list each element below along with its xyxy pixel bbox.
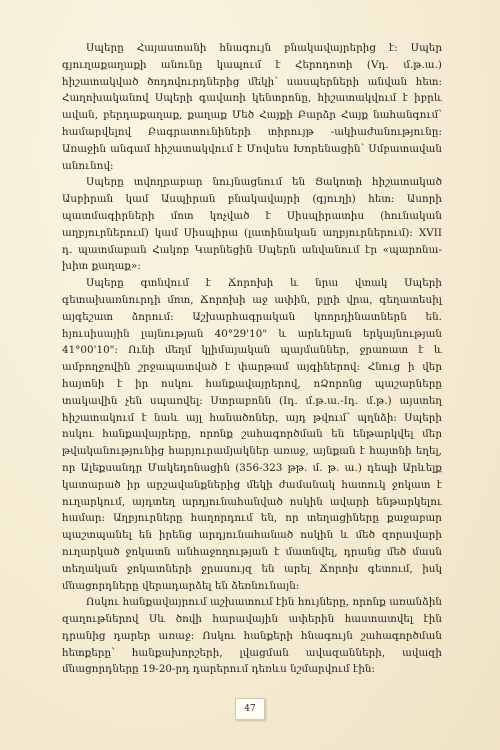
- paragraph-2: Սպերը տվողրաբար նույնացնում են Ցակոտի հիշատակած Ասբիրան կամ Ասպիրան բնակավայրի (գյուղի) հետ: Ասորի պատմագիրների մոտ կոչված է Սիսպիրատիս (հունական աղբյուրներում) կամ Սիսպիրա (լատինական աղբյուրներում): XVII դ. պատմաբան Հակոբ Կարնեցին Սպերն անվանում էր «պարոնա-խիտ քաղաք»:: [62, 176, 442, 273]
- body-text: [62, 40, 442, 678]
- paragraph-4: Ոսկու հանքավայրում աշխատում էին հույները, որոնք առանձին զաղութներով Սև ծովի հարավային ափերին հաստատվել էին դրանից դարեր առաջ: Ոսկու հանքերի հնագույն շահագործման հետքերը՝ հանքախորշերի, լվացման ավազանների, ավազի մնացորդները 19-20-րդ դարերում դեռևս նշմարվում էին:: [62, 596, 442, 676]
- page-number: 47: [235, 698, 265, 720]
- paragraph-1: Սպերը Հայաստանի հնագույն բնակավայրերից է: Սպեր գյուղաքաղաքի անունը կապում է Հերոդոտի (Vդ. մ.թ.ա.) հիշատակված ծոդովուրդներից մեկի՝ սասպերների անվան հետ: Հաղոխականով Սպերի գավառի կենտրոնը, հիշատակվում է իբրև ավան, բերդաքաղաք, քաղաք Մեծ Հայքի Բարձր Հայք նահանգում՝ համարվելով Բագրատունիների տիրույթ -ակիաժանությունը: Առաջին անգամ հիշատակվում է Մովսես Խորենացին՝ Սմբատավան անունով:: [62, 42, 442, 172]
- paragraph-3: Սպերը գտնվում է Ճորոխի և նրա վտակ Սպերի գետախառնուրդի մոտ, Ճորոխի աջ ափին, բլրի վրա, գեղատեսիլ այգեշատ ձորում: Աշխարհագրական կոորդինատներն են. հյուսիսային լայնության 40°29'10" և արևելյան երկայնության 41°00'10": Ունի մեղմ կլիմայական պայմաններ, ջրառատ է և ամբողջովին շրջապատված է փարթամ այգիներով: Հնուց ի վեր հայտնի է իր ոսկու հանքավայրերով, ոՁորոնց պաշարները տակավին չեն սպառվել: Ստրաբոնն (Iդ. մ.թ.ա.-Iդ. մ.թ.) այստեղ հիշատակում է նաև այլ հանածոներ, այդ թվում՝ պղնձի: Սպերի ոսկու հանքավայրերը, որոնք շահագործման են ենթարկվել մեր թվականությունից հարյուրամյակներ առաջ, այնքան է հայտնի եղել, որ Ալեքսանդր Մակեդոնացին (356-323 թթ. մ. թ. ա.) դեպի Արևելք կատարած իր արշավանքներից մեկի ժամանակ հատուկ ջոկատ է ուղարկում, այդտեղ արդյունահանված ոսկին ավարի ենթարկելու համար: Աղբյուրները հաղորդում են, որ տեղացիները քաջաբար պաշտպանել են իրենց արդյունահանած ոսկին և մեծ զորավարի ուղարկած ջոկատն անհաջողության է մատնվել, դրանց մեծ մասն տեղական ջոկատների ջրասույզ են արել Ճորոխ գետում, իսկ մնացորդները վերադարձել են ձեռնունայն:: [62, 277, 442, 592]
